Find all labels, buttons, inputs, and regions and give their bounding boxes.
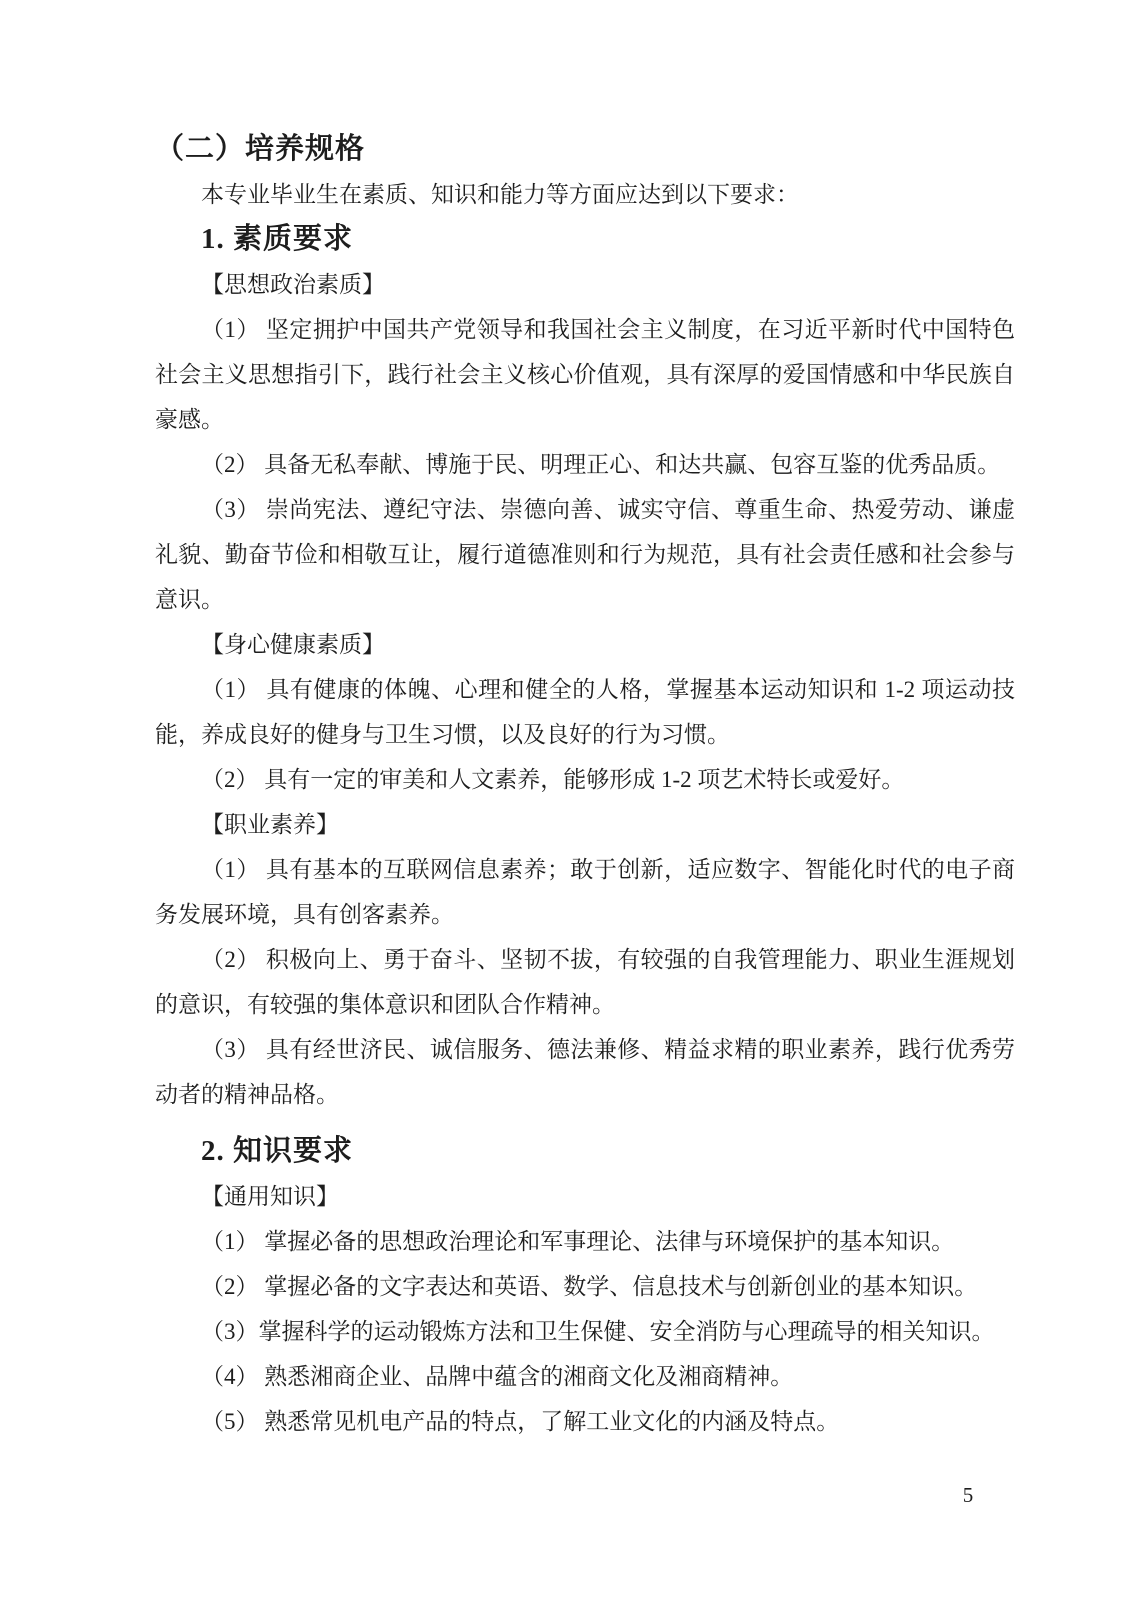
list-item: （4） 熟悉湘商企业、品牌中蕴含的湘商文化及湘商精神。 (201, 1364, 794, 1389)
list-item: （1） 掌握必备的思想政治理论和军事理论、法律与环境保护的基本知识。 (201, 1229, 955, 1254)
section-heading: （二）培养规格 (155, 133, 366, 165)
subsection-title-suzhi: 1. 素质要求 (201, 223, 354, 255)
page-number: 5 (962, 1483, 974, 1507)
document-body (155, 127, 1015, 1444)
group-label-general-knowledge: 【通用知识】 (201, 1184, 339, 1209)
list-item: （1） 具有基本的互联网信息素养；敢于创新，适应数字、智能化时代的电子商务发展环境，具有创客素养。 (155, 857, 1015, 927)
list-item: （5） 熟悉常见机电产品的特点，了解工业文化的内涵及特点。 (201, 1409, 840, 1434)
list-item: （1） 坚定拥护中国共产党领导和我国社会主义制度，在习近平新时代中国特色社会主义思想指引下，践行社会主义核心价值观，具有深厚的爱国情感和中华民族自豪感。 (155, 317, 1015, 432)
list-item: （3） 崇尚宪法、遵纪守法、崇德向善、诚实守信、尊重生命、热爱劳动、谦虚礼貌、勤奋节俭和相敬互让，履行道德准则和行为规范，具有社会责任感和社会参与意识。 (155, 497, 1015, 612)
intro-paragraph: 本专业毕业生在素质、知识和能力等方面应达到以下要求： (201, 182, 799, 207)
list-item: （1） 具有健康的体魄、心理和健全的人格，掌握基本运动知识和 1-2 项运动技能，养成良好的健身与卫生习惯，以及良好的行为习惯。 (155, 677, 1015, 747)
list-item: （3）掌握科学的运动锻炼方法和卫生保健、安全消防与心理疏导的相关知识。 (201, 1319, 995, 1344)
group-label-ideology: 【思想政治素质】 (201, 272, 385, 297)
list-item: （2） 积极向上、勇于奋斗、坚韧不拔，有较强的自我管理能力、职业生涯规划的意识，有较强的集体意识和团队合作精神。 (155, 947, 1015, 1017)
group-label-health: 【身心健康素质】 (201, 632, 385, 657)
list-item: （2） 掌握必备的文字表达和英语、数学、信息技术与创新创业的基本知识。 (201, 1274, 978, 1299)
list-item: （2） 具有一定的审美和人文素养，能够形成 1-2 项艺术特长或爱好。 (201, 767, 905, 792)
subsection-title-zhishi: 2. 知识要求 (201, 1135, 354, 1167)
list-item: （3） 具有经世济民、诚信服务、德法兼修、精益求精的职业素养，践行优秀劳动者的精神品格。 (155, 1037, 1015, 1107)
list-item: （2） 具备无私奉献、博施于民、明理正心、和达共赢、包容互鉴的优秀品质。 (201, 452, 1001, 477)
group-label-professional: 【职业素养】 (201, 812, 339, 837)
